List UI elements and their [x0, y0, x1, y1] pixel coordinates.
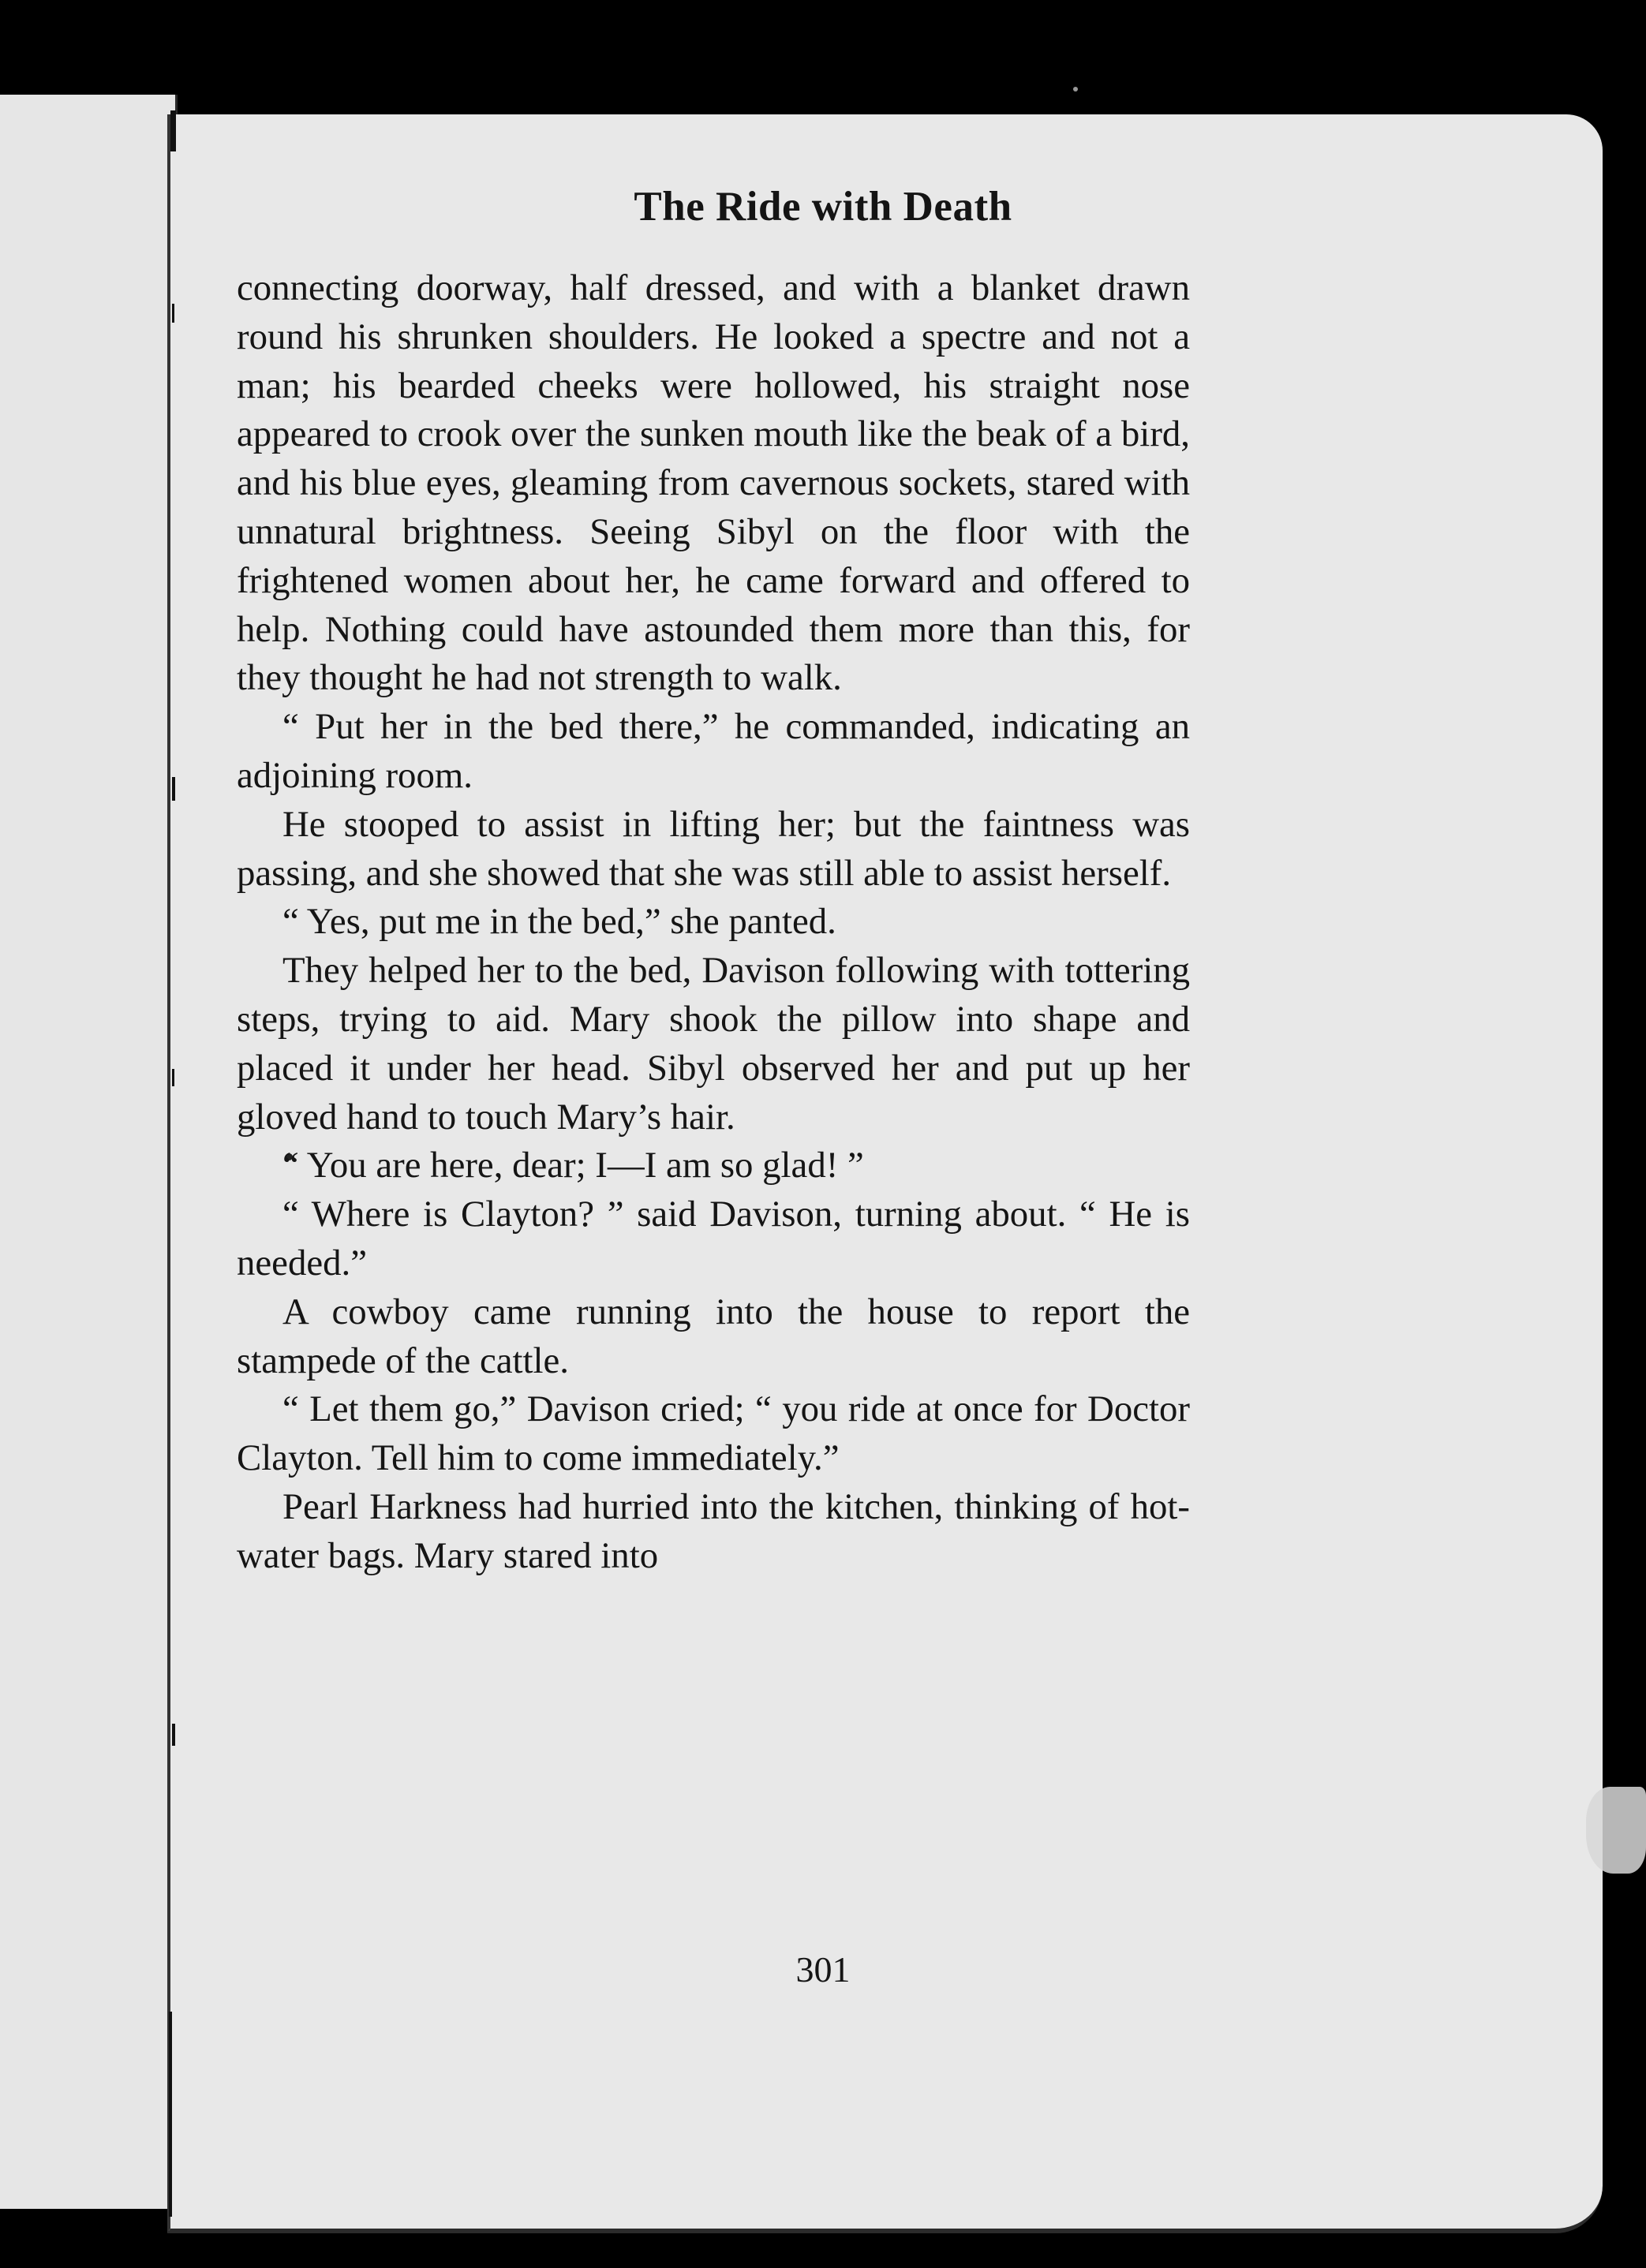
binding-mark [172, 304, 174, 323]
facing-page-edge [0, 95, 178, 2209]
binding-mark [169, 2012, 172, 2217]
paragraph: Pearl Harkness had hurried into the kitchen, thinking of hot-water bags. Mary stared into [237, 1485, 1190, 1576]
binding-mark [172, 1069, 174, 1086]
paragraph: “ Yes, put me in the bed,” she panted. [282, 901, 836, 943]
paragraph: A cowboy came running into the house to report the stampede of the cattle. [237, 1291, 1190, 1381]
paragraph: connecting doorway, half dressed, and with a blanket drawn round his shrunken shoulders. He looked a spectre and not a man; his bearded cheeks were hollowed, his straight nose appeared to crook over the sunken mouth like the beak of a bird, and his blue eyes, gleaming from cavernous sockets, stared with unnatural brightness. Seeing Sibyl on the floor with the frightened women about her, he came forward and offered to help. Nothing could have astounded them more than this, for they thought he had not strength to walk. [237, 267, 1190, 699]
binding-mark [172, 777, 175, 801]
running-head: The Ride with Death [634, 184, 1012, 230]
binding-mark [172, 1724, 175, 1746]
paragraph: They helped her to the bed, Davison following with tottering steps, trying to aid. Mary shook the pillow into shape and placed it under her head. Sibyl observed her and put up her gloved hand to touch Mary’s hair. [237, 950, 1190, 1138]
paragraph: “ Where is Clayton? ” said Davison, turning about. “ He is needed.” [237, 1194, 1190, 1283]
ink-speck [1073, 87, 1078, 92]
paragraph: “ Let them go,” Davison cried; “ you ride at once for Doctor Clayton. Tell him to come immediately.” [237, 1388, 1190, 1479]
page-clip [1586, 1787, 1646, 1874]
body-text [237, 264, 1190, 1581]
page-number: 301 [795, 1949, 851, 1990]
paragraph: “ You are here, dear; I—I am so glad! ” [282, 1145, 864, 1186]
paragraph: He stooped to assist in lifting her; but the faintness was passing, and she showed that she was still able to assist herself. [237, 803, 1190, 894]
binding-mark [170, 110, 176, 151]
paragraph: “ Put her in the bed there,” he commanded, indicating an adjoining room. [237, 706, 1190, 796]
